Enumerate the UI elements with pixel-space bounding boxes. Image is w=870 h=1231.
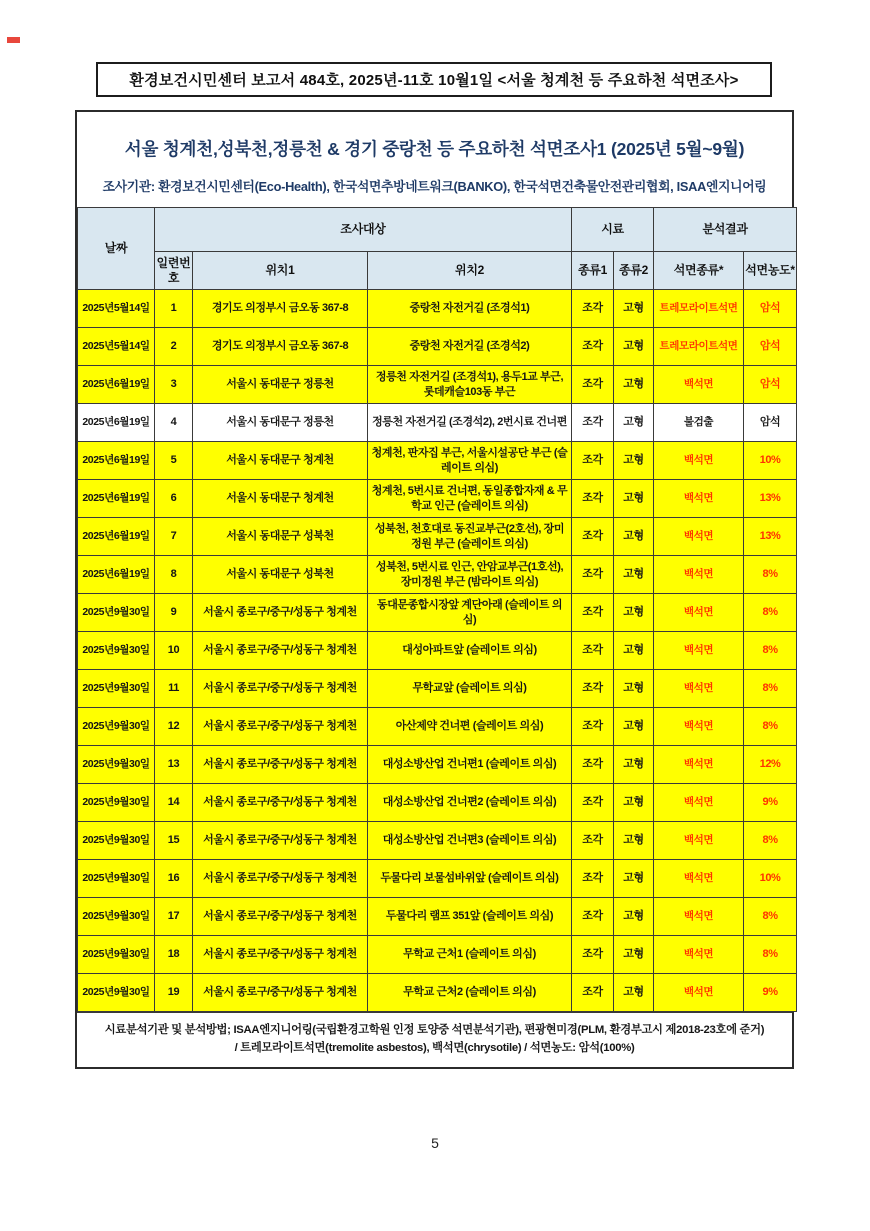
cell-serial-number: 6 bbox=[155, 480, 193, 518]
cell-location1: 서울시 종로구/중구/성동구 청계천 bbox=[193, 822, 368, 860]
header-location1: 위치1 bbox=[193, 252, 368, 290]
cell-serial-number: 10 bbox=[155, 632, 193, 670]
table-row bbox=[78, 632, 797, 670]
cell-asbestos-concentration: 8% bbox=[744, 898, 797, 936]
cell-sample-type1: 조각 bbox=[572, 290, 614, 328]
cell-date: 2025년9월30일 bbox=[78, 632, 155, 670]
cell-sample-type1: 조각 bbox=[572, 974, 614, 1012]
cell-sample-type1: 조각 bbox=[572, 670, 614, 708]
cell-date: 2025년9월30일 bbox=[78, 822, 155, 860]
cell-asbestos-concentration: 10% bbox=[744, 442, 797, 480]
cell-serial-number: 11 bbox=[155, 670, 193, 708]
table-header bbox=[78, 208, 797, 290]
header-sample-type2: 종류2 bbox=[614, 252, 654, 290]
cell-location1: 서울시 동대문구 청계천 bbox=[193, 480, 368, 518]
cell-serial-number: 7 bbox=[155, 518, 193, 556]
cell-location1: 서울시 종로구/중구/성동구 청계천 bbox=[193, 936, 368, 974]
header-sample: 시료 bbox=[572, 208, 654, 252]
cell-asbestos-concentration: 암석 bbox=[744, 290, 797, 328]
cell-asbestos-concentration: 8% bbox=[744, 936, 797, 974]
cell-asbestos-concentration: 9% bbox=[744, 784, 797, 822]
cell-location2: 청계천, 판자집 부근, 서울시설공단 부근 (슬레이트 의심) bbox=[368, 442, 572, 480]
cell-location2: 성북천, 5번시료 인근, 안암교부근(1호선), 장미정원 부근 (밤라이트 의심) bbox=[368, 556, 572, 594]
cell-date: 2025년9월30일 bbox=[78, 784, 155, 822]
cell-serial-number: 4 bbox=[155, 404, 193, 442]
cell-location1: 서울시 종로구/중구/성동구 청계천 bbox=[193, 898, 368, 936]
cell-location2: 정릉천 자전거길 (조경석2), 2번시료 건너편 bbox=[368, 404, 572, 442]
cell-asbestos-concentration: 8% bbox=[744, 556, 797, 594]
cell-sample-type1: 조각 bbox=[572, 404, 614, 442]
cell-asbestos-type: 트레모라이트석면 bbox=[654, 290, 744, 328]
report-banner bbox=[96, 62, 772, 97]
cell-sample-type1: 조각 bbox=[572, 860, 614, 898]
page-number: 5 bbox=[431, 1135, 439, 1151]
cell-serial-number: 16 bbox=[155, 860, 193, 898]
header-sample-type1: 종류1 bbox=[572, 252, 614, 290]
cell-sample-type2: 고형 bbox=[614, 632, 654, 670]
header-survey-target: 조사대상 bbox=[155, 208, 572, 252]
cell-serial-number: 1 bbox=[155, 290, 193, 328]
cell-sample-type1: 조각 bbox=[572, 898, 614, 936]
cell-serial-number: 17 bbox=[155, 898, 193, 936]
table-row bbox=[78, 974, 797, 1012]
cell-location2: 대성아파트앞 (슬레이트 의심) bbox=[368, 632, 572, 670]
cell-sample-type1: 조각 bbox=[572, 594, 614, 632]
cell-sample-type2: 고형 bbox=[614, 290, 654, 328]
cell-date: 2025년9월30일 bbox=[78, 746, 155, 784]
cell-sample-type2: 고형 bbox=[614, 822, 654, 860]
cell-sample-type1: 조각 bbox=[572, 784, 614, 822]
report-banner-text: 환경보건시민센터 보고서 484호, 2025년-11호 10월1일 <서울 청계천 등 주요하천 석면조사> bbox=[129, 72, 739, 89]
header-location2: 위치2 bbox=[368, 252, 572, 290]
cell-sample-type2: 고형 bbox=[614, 442, 654, 480]
cell-asbestos-type: 백석면 bbox=[654, 518, 744, 556]
footnote-line2: / 트레모라이트석면(tremolite asbestos), 백석면(chrysotile) / 석면농도: 암석(100%) bbox=[234, 1041, 635, 1054]
cell-date: 2025년6월19일 bbox=[78, 480, 155, 518]
cell-sample-type2: 고형 bbox=[614, 746, 654, 784]
cell-date: 2025년9월30일 bbox=[78, 594, 155, 632]
table-row bbox=[78, 784, 797, 822]
cell-serial-number: 19 bbox=[155, 974, 193, 1012]
asbestos-survey-table bbox=[77, 207, 797, 1012]
table-row bbox=[78, 442, 797, 480]
cell-asbestos-type: 백석면 bbox=[654, 860, 744, 898]
cell-sample-type2: 고형 bbox=[614, 936, 654, 974]
cell-date: 2025년9월30일 bbox=[78, 860, 155, 898]
cell-sample-type1: 조각 bbox=[572, 442, 614, 480]
cell-location2: 대성소방산업 건너편2 (슬레이트 의심) bbox=[368, 784, 572, 822]
cell-sample-type2: 고형 bbox=[614, 404, 654, 442]
cell-location1: 서울시 동대문구 성북천 bbox=[193, 518, 368, 556]
cell-location1: 서울시 동대문구 성북천 bbox=[193, 556, 368, 594]
cell-sample-type1: 조각 bbox=[572, 328, 614, 366]
cell-sample-type2: 고형 bbox=[614, 708, 654, 746]
cell-serial-number: 12 bbox=[155, 708, 193, 746]
cell-sample-type2: 고형 bbox=[614, 366, 654, 404]
cell-asbestos-type: 불검출 bbox=[654, 404, 744, 442]
cell-location2: 두물다리 보물섬바위앞 (슬레이트 의심) bbox=[368, 860, 572, 898]
table-body bbox=[78, 290, 797, 1012]
cell-date: 2025년6월19일 bbox=[78, 518, 155, 556]
header-serial-number: 일련번호 bbox=[155, 252, 193, 290]
cell-asbestos-concentration: 9% bbox=[744, 974, 797, 1012]
table-row bbox=[78, 290, 797, 328]
red-mark bbox=[7, 37, 20, 43]
cell-sample-type1: 조각 bbox=[572, 822, 614, 860]
cell-serial-number: 5 bbox=[155, 442, 193, 480]
cell-location1: 서울시 종로구/중구/성동구 청계천 bbox=[193, 594, 368, 632]
cell-date: 2025년6월19일 bbox=[78, 366, 155, 404]
cell-date: 2025년6월19일 bbox=[78, 442, 155, 480]
cell-serial-number: 9 bbox=[155, 594, 193, 632]
cell-location1: 서울시 종로구/중구/성동구 청계천 bbox=[193, 632, 368, 670]
cell-location1: 서울시 동대문구 청계천 bbox=[193, 442, 368, 480]
cell-location1: 서울시 종로구/중구/성동구 청계천 bbox=[193, 746, 368, 784]
cell-asbestos-type: 백석면 bbox=[654, 898, 744, 936]
cell-asbestos-type: 백석면 bbox=[654, 708, 744, 746]
cell-asbestos-concentration: 암석 bbox=[744, 328, 797, 366]
cell-date: 2025년9월30일 bbox=[78, 670, 155, 708]
cell-sample-type2: 고형 bbox=[614, 518, 654, 556]
cell-location2: 정릉천 자전거길 (조경석1), 용두1교 부근, 롯데캐슬103동 부근 bbox=[368, 366, 572, 404]
cell-sample-type1: 조각 bbox=[572, 746, 614, 784]
cell-location2: 무학교앞 (슬레이트 의심) bbox=[368, 670, 572, 708]
cell-asbestos-type: 백석면 bbox=[654, 556, 744, 594]
cell-asbestos-type: 백석면 bbox=[654, 632, 744, 670]
cell-location2: 대성소방산업 건너편3 (슬레이트 의심) bbox=[368, 822, 572, 860]
cell-date: 2025년6월19일 bbox=[78, 404, 155, 442]
cell-location1: 서울시 종로구/중구/성동구 청계천 bbox=[193, 670, 368, 708]
cell-sample-type1: 조각 bbox=[572, 632, 614, 670]
cell-date: 2025년5월14일 bbox=[78, 328, 155, 366]
cell-sample-type1: 조각 bbox=[572, 708, 614, 746]
table-row bbox=[78, 822, 797, 860]
header-asbestos-type: 석면종류* bbox=[654, 252, 744, 290]
header-asbestos-concentration: 석면농도* bbox=[744, 252, 797, 290]
cell-location2: 성북천, 천호대로 동진교부근(2호선), 장미정원 부근 (슬레이트 의심) bbox=[368, 518, 572, 556]
cell-asbestos-type: 백석면 bbox=[654, 784, 744, 822]
document-title: 서울 청계천,성북천,정릉천 & 경기 중랑천 등 주요하천 석면조사1 (2025년 5월~9월) bbox=[124, 139, 745, 159]
cell-sample-type2: 고형 bbox=[614, 860, 654, 898]
cell-location2: 동대문종합시장앞 계단아래 (슬레이트 의심) bbox=[368, 594, 572, 632]
table-row bbox=[78, 898, 797, 936]
cell-asbestos-concentration: 암석 bbox=[744, 366, 797, 404]
cell-location2: 무학교 근처2 (슬레이트 의심) bbox=[368, 974, 572, 1012]
cell-location1: 서울시 종로구/중구/성동구 청계천 bbox=[193, 860, 368, 898]
table-row bbox=[78, 594, 797, 632]
cell-asbestos-concentration: 10% bbox=[744, 860, 797, 898]
cell-asbestos-concentration: 13% bbox=[744, 518, 797, 556]
cell-sample-type2: 고형 bbox=[614, 594, 654, 632]
cell-asbestos-concentration: 8% bbox=[744, 670, 797, 708]
cell-location1: 서울시 종로구/중구/성동구 청계천 bbox=[193, 974, 368, 1012]
cell-location2: 대성소방산업 건너편1 (슬레이트 의심) bbox=[368, 746, 572, 784]
cell-date: 2025년9월30일 bbox=[78, 898, 155, 936]
cell-asbestos-concentration: 12% bbox=[744, 746, 797, 784]
cell-asbestos-type: 백석면 bbox=[654, 366, 744, 404]
cell-date: 2025년9월30일 bbox=[78, 936, 155, 974]
cell-serial-number: 3 bbox=[155, 366, 193, 404]
cell-location1: 경기도 의정부시 금오동 367-8 bbox=[193, 290, 368, 328]
cell-asbestos-type: 백석면 bbox=[654, 936, 744, 974]
table-row bbox=[78, 936, 797, 974]
table-row bbox=[78, 518, 797, 556]
cell-asbestos-concentration: 8% bbox=[744, 822, 797, 860]
table-row bbox=[78, 556, 797, 594]
cell-asbestos-concentration: 암석 bbox=[744, 404, 797, 442]
header-date: 날짜 bbox=[78, 208, 155, 290]
survey-report-box bbox=[75, 110, 794, 1069]
cell-sample-type1: 조각 bbox=[572, 556, 614, 594]
cell-sample-type1: 조각 bbox=[572, 366, 614, 404]
cell-asbestos-type: 백석면 bbox=[654, 822, 744, 860]
cell-asbestos-type: 백석면 bbox=[654, 594, 744, 632]
cell-location1: 서울시 종로구/중구/성동구 청계천 bbox=[193, 708, 368, 746]
cell-sample-type2: 고형 bbox=[614, 328, 654, 366]
cell-serial-number: 18 bbox=[155, 936, 193, 974]
table-row bbox=[78, 328, 797, 366]
cell-serial-number: 2 bbox=[155, 328, 193, 366]
cell-date: 2025년5월14일 bbox=[78, 290, 155, 328]
cell-sample-type2: 고형 bbox=[614, 556, 654, 594]
cell-serial-number: 8 bbox=[155, 556, 193, 594]
cell-serial-number: 15 bbox=[155, 822, 193, 860]
cell-location1: 서울시 동대문구 정릉천 bbox=[193, 404, 368, 442]
cell-location1: 서울시 종로구/중구/성동구 청계천 bbox=[193, 784, 368, 822]
cell-sample-type2: 고형 bbox=[614, 480, 654, 518]
cell-location2: 청계천, 5번시료 건너편, 동일종합자재 & 무학교 인근 (슬레이트 의심) bbox=[368, 480, 572, 518]
table-row bbox=[78, 670, 797, 708]
cell-asbestos-type: 백석면 bbox=[654, 974, 744, 1012]
cell-location2: 중랑천 자전거길 (조경석2) bbox=[368, 328, 572, 366]
cell-sample-type2: 고형 bbox=[614, 670, 654, 708]
cell-date: 2025년6월19일 bbox=[78, 556, 155, 594]
table-row bbox=[78, 366, 797, 404]
header-analysis-result: 분석결과 bbox=[654, 208, 797, 252]
survey-organizations: 조사기관: 환경보건시민센터(Eco-Health), 한국석면추방네트워크(BANKO), 한국석면건축물안전관리협회, ISAA엔지니어링 bbox=[102, 179, 767, 194]
footnote-line1: 시료분석기관 및 분석방법; ISAA엔지니어링(국립환경고학원 인정 토양중 석면분석기관), 편광현미경(PLM, 환경부고시 제2018-23호에 준거) bbox=[104, 1024, 765, 1036]
table-row bbox=[78, 708, 797, 746]
table-row bbox=[78, 404, 797, 442]
cell-asbestos-concentration: 8% bbox=[744, 632, 797, 670]
cell-sample-type2: 고형 bbox=[614, 898, 654, 936]
cell-asbestos-type: 백석면 bbox=[654, 442, 744, 480]
cell-sample-type2: 고형 bbox=[614, 784, 654, 822]
cell-asbestos-type: 백석면 bbox=[654, 746, 744, 784]
cell-sample-type1: 조각 bbox=[572, 480, 614, 518]
cell-date: 2025년9월30일 bbox=[78, 974, 155, 1012]
cell-asbestos-concentration: 8% bbox=[744, 594, 797, 632]
table-row bbox=[78, 860, 797, 898]
cell-asbestos-type: 백석면 bbox=[654, 670, 744, 708]
cell-location2: 무학교 근처1 (슬레이트 의심) bbox=[368, 936, 572, 974]
cell-location1: 서울시 동대문구 정릉천 bbox=[193, 366, 368, 404]
cell-serial-number: 13 bbox=[155, 746, 193, 784]
table-footnote bbox=[77, 1012, 792, 1067]
cell-serial-number: 14 bbox=[155, 784, 193, 822]
cell-asbestos-type: 트레모라이트석면 bbox=[654, 328, 744, 366]
cell-location2: 두물다리 램프 351앞 (슬레이트 의심) bbox=[368, 898, 572, 936]
cell-location2: 중랑천 자전거길 (조경석1) bbox=[368, 290, 572, 328]
cell-asbestos-concentration: 8% bbox=[744, 708, 797, 746]
cell-location2: 아산제약 건너편 (슬레이트 의심) bbox=[368, 708, 572, 746]
cell-location1: 경기도 의정부시 금오동 367-8 bbox=[193, 328, 368, 366]
cell-asbestos-concentration: 13% bbox=[744, 480, 797, 518]
cell-sample-type1: 조각 bbox=[572, 518, 614, 556]
cell-sample-type2: 고형 bbox=[614, 974, 654, 1012]
cell-asbestos-type: 백석면 bbox=[654, 480, 744, 518]
cell-date: 2025년9월30일 bbox=[78, 708, 155, 746]
table-row bbox=[78, 746, 797, 784]
table-row bbox=[78, 480, 797, 518]
cell-sample-type1: 조각 bbox=[572, 936, 614, 974]
